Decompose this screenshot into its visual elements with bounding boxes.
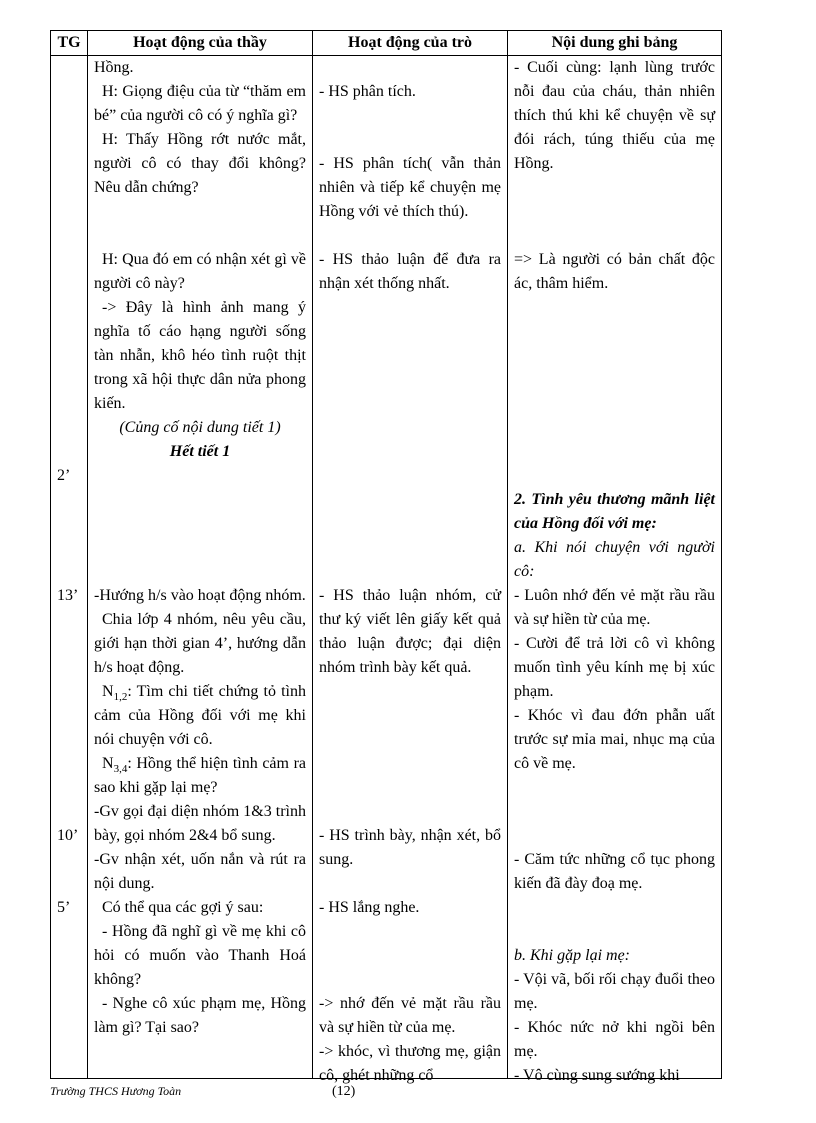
- student-answer: -> nhớ đến vẻ mặt rầu rầu và sự hiền từ của mẹ.: [319, 995, 501, 1036]
- time-label: 13’: [57, 587, 79, 604]
- table-header-row: [51, 31, 722, 56]
- teacher-question: H: Qua đó em có nhận xét gì về người cô này?: [94, 251, 306, 292]
- teacher-instruction: -Gv nhận xét, uốn nắn và rút ra nội dung.: [94, 851, 306, 892]
- group-number: 1,2: [113, 691, 128, 704]
- teacher-question: H: Thấy Hồng rớt nước mắt, người cô có thay đổi không? Nêu dẫn chứng?: [94, 131, 306, 196]
- board-conclusion: => Là người có bản chất độc ác, thâm hiểm.: [514, 251, 715, 292]
- teacher-note: (Củng cố nội dung tiết 1): [119, 419, 281, 436]
- board-column: [508, 56, 722, 1084]
- teacher-conclusion: -> Đây là hình ảnh mang ý nghĩa tố cáo hạng người sống tàn nhẫn, khô héo tình ruột thịt trong xã hội thực dân nửa phong kiến.: [94, 299, 306, 412]
- header-tg: TG: [51, 31, 88, 56]
- time-label: 5’: [57, 899, 71, 916]
- student-column: [313, 56, 508, 1084]
- board-subsection: b. Khi gặp lại mẹ:: [514, 947, 630, 964]
- group-task: [94, 752, 306, 800]
- teacher-instruction: -Hướng h/s vào hoạt động nhóm.: [94, 587, 306, 604]
- board-item: - Khóc nức nở khi ngồi bên mẹ.: [514, 1019, 715, 1060]
- group-task-text: : Hồng thể hiện tình cảm ra sao khi gặp lại mẹ?: [94, 755, 306, 796]
- teacher-text: Hồng.: [94, 59, 134, 76]
- teacher-text: Có thể qua các gợi ý sau:: [102, 899, 264, 916]
- board-list: [508, 584, 721, 776]
- teacher-instruction: -Gv gọi đại diện nhóm 1&3 trình bày, gọi nhóm 2&4 bổ sung.: [94, 803, 306, 844]
- board-item: - Vô cùng sung sướng khi: [514, 1067, 680, 1084]
- group-task-text: : Tìm chi tiết chứng tỏ tình cảm của Hồng đối với mẹ khi nói chuyện với cô.: [94, 683, 306, 748]
- teacher-question: H: Giọng điệu của từ “thăm em bé” của người cô có ý nghĩa gì?: [94, 83, 306, 124]
- header-board: Nội dung ghi bảng: [508, 31, 722, 56]
- board-item: - Khóc vì đau đớn phẫn uất trước sự mỉa mai, nhục mạ của cô về mẹ.: [514, 707, 715, 772]
- time-label: 10’: [57, 827, 79, 844]
- student-activity: - HS lắng nghe.: [319, 899, 420, 916]
- board-list: [508, 968, 721, 1088]
- board-note: - Cuối cùng: lạnh lùng trước nỗi đau của cháu, thản nhiên thích thú khi kể chuyện về sự đói rách, túng thiếu của mẹ Hồng.: [514, 59, 715, 172]
- student-activity: - HS trình bày, nhận xét, bổ sung.: [319, 827, 501, 868]
- student-activity: - HS phân tích( vẫn thản nhiên và tiếp kể chuyện mẹ Hồng với vẻ thích thú).: [319, 155, 501, 220]
- header-teacher: Hoạt động của thầy: [88, 31, 313, 56]
- student-activity: - HS thảo luận để đưa ra nhận xét thống nhất.: [319, 251, 501, 292]
- student-activity: - HS thảo luận nhóm, cử thư ký viết lên giấy kết quả thảo luận được; đại diện nhóm trình bày kết quả.: [319, 587, 501, 676]
- group-label: N: [102, 683, 114, 700]
- student-activity: - HS phân tích.: [319, 83, 416, 100]
- teacher-question: - Nghe cô xúc phạm mẹ, Hồng làm gì? Tại sao?: [94, 995, 306, 1036]
- table-body-row: [51, 56, 722, 1079]
- time-label: 2’: [57, 467, 71, 484]
- teacher-instruction: Chia lớp 4 nhóm, nêu yêu cầu, giới hạn thời gian 4’, hướng dẫn h/s hoạt động.: [94, 611, 306, 676]
- group-label: N: [102, 755, 114, 772]
- teacher-column: [88, 56, 313, 1079]
- board-section-title: 2. Tình yêu thương mãnh liệt của Hồng đối với mẹ:: [514, 491, 715, 532]
- student-answer: -> khóc, vì thương mẹ, giận cô, ghét những cổ: [319, 1043, 501, 1084]
- time-column: [51, 56, 88, 1079]
- board-item: - Luôn nhớ đến vẻ mặt rầu rầu và sự hiền từ của mẹ.: [514, 587, 715, 628]
- teacher-question: - Hồng đã nghĩ gì về mẹ khi cô hỏi có muốn vào Thanh Hoá không?: [94, 923, 306, 988]
- page-number: (12): [332, 1084, 356, 1099]
- group-task: [94, 680, 306, 752]
- footer-school: Trường THCS Hương Toàn: [50, 1084, 182, 1098]
- board-item: - Căm tức những cổ tục phong kiến đã đày đoạ mẹ.: [514, 851, 715, 892]
- board-item: - Vội vã, bối rối chạy đuổi theo mẹ.: [514, 971, 715, 1012]
- group-number: 3,4: [113, 763, 128, 776]
- end-of-period: Hết tiết 1: [169, 443, 231, 460]
- header-student: Hoạt động của trò: [313, 31, 508, 56]
- lesson-table: [50, 30, 722, 1084]
- board-subsection: a. Khi nói chuyện với người cô:: [514, 539, 715, 580]
- board-item: - Cười để trả lời cô vì không muốn tình yêu kính mẹ bị xúc phạm.: [514, 635, 715, 700]
